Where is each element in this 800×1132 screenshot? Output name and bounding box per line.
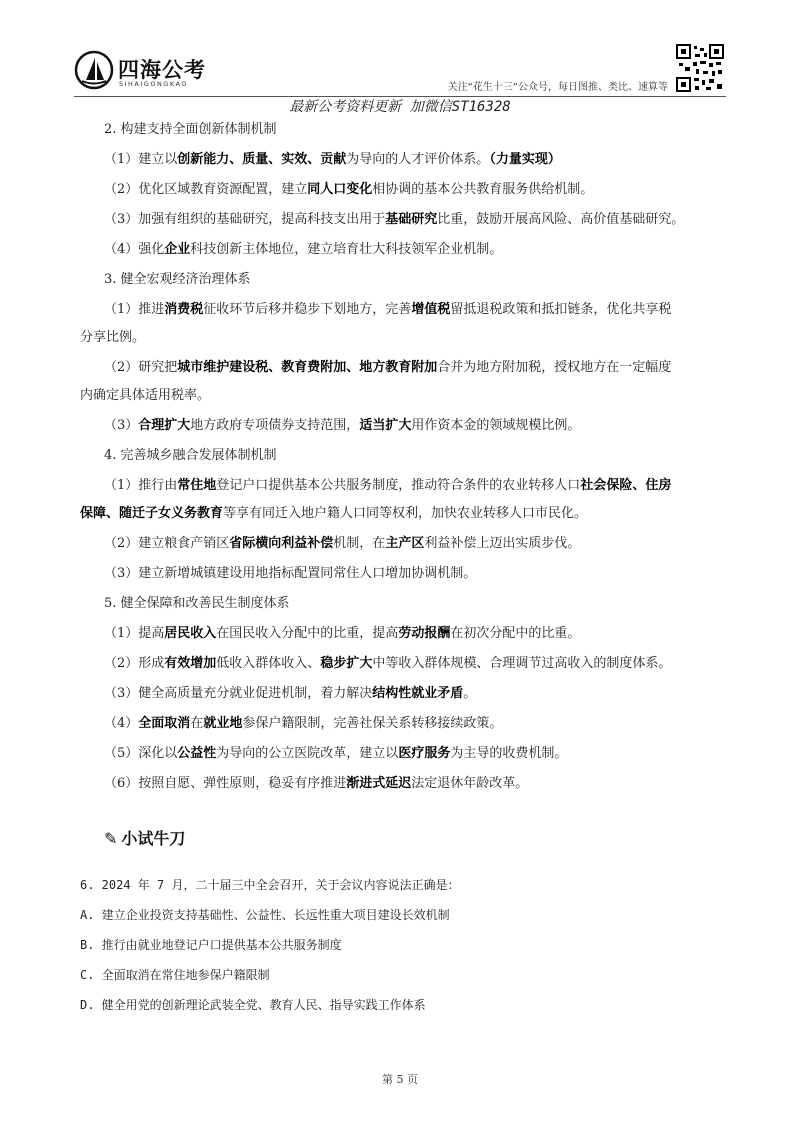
quiz-question: 6. 2024 年 7 月，二十届三中全会召开，关于会议内容说法正确是： xyxy=(80,878,460,892)
paragraph-line: （3）健全高质量充分就业促进机制，着力解决结构性就业矛盾。 xyxy=(104,686,477,701)
section-heading: 2. 构建支持全面创新体制机制 xyxy=(104,122,277,137)
paragraph-line: （2）形成有效增加低收入群体收入、稳步扩大中等收入群体规模、合理调节过高收入的制度体系。 xyxy=(104,656,672,671)
quiz-option-d: D. 健全用党的创新理论武装全党、教育人民、指导实践工作体系 xyxy=(80,998,426,1012)
paragraph-line: （5）深化以公益性为导向的公立医院改革，建立以医疗服务为主导的收费机制。 xyxy=(104,746,568,761)
quiz-option-c: C. 全面取消在常住地参保户籍限制 xyxy=(80,968,270,982)
practice-title-text: 小试牛刀 xyxy=(121,829,186,848)
paragraph-line: （2）建立粮食产销区省际横向利益补偿机制，在主产区利益补偿上迈出实质步伐。 xyxy=(104,536,581,551)
logo-subtitle: SIHAIGONGKAO xyxy=(119,80,188,88)
paragraph-line: （4）全面取消在就业地参保户籍限制，完善社保关系转移接续政策。 xyxy=(104,716,503,731)
paragraph-line: （1）提高居民收入在国民收入分配中的比重，提高劳动报酬在初次分配中的比重。 xyxy=(104,626,581,641)
quiz-option-b: B. 推行由就业地登记户口提供基本公共服务制度 xyxy=(80,938,342,952)
paragraph-line: 分享比例。 xyxy=(80,330,146,345)
header-note: 关注“花生十三”公众号，每日图推、类比、速算等 xyxy=(447,82,668,93)
paragraph-line: （2）研究把城市维护建设税、教育费附加、地方教育附加合并为地方附加税，授权地方在一定幅度 xyxy=(104,360,672,375)
section-heading: 4. 完善城乡融合发展体制机制 xyxy=(104,448,277,463)
page-number: 第 5 页 xyxy=(382,1073,418,1086)
paragraph-line: （2）优化区域教育资源配置，建立同人口变化相协调的基本公共教育服务供给机制。 xyxy=(104,182,594,197)
paragraph-line: （6）按照自愿、弹性原则，稳妥有序推进渐进式延迟法定退休年龄改革。 xyxy=(104,776,529,791)
paragraph-line: （3）加强有组织的基础研究，提高科技支出用于基础研究比重，鼓励开展高风险、高价值基础研究。 xyxy=(104,212,685,227)
paragraph-line: （1）建立以创新能力、质量、实效、贡献为导向的人才评价体系。（力量实现） xyxy=(104,152,561,167)
paragraph-line: （1）推进消费税征收环节后移并稳步下划地方，完善增值税留抵退税政策和抵扣链条，优化共享税 xyxy=(104,302,672,317)
practice-section-title xyxy=(104,826,185,849)
section-heading: 5. 健全保障和改善民生制度体系 xyxy=(104,596,290,611)
paragraph-line: （1）推行由常住地登记户口提供基本公共服务制度，推动符合条件的农业转移人口社会保险、住房 xyxy=(104,478,672,493)
paragraph-line: 保障、随迁子女义务教育等享有同迁入地户籍人口同等权利，加快农业转移人口市民化。 xyxy=(80,506,588,521)
logo-text: 四海公考 xyxy=(118,58,206,82)
paragraph-line: （3）建立新增城镇建设用地指标配置同常住人口增加协调机制。 xyxy=(104,566,477,581)
section-heading: 3. 健全宏观经济治理体系 xyxy=(104,272,251,287)
paragraph-line: （3）合理扩大地方政府专项债券支持范围，适当扩大用作资本金的领域规模比例。 xyxy=(104,418,581,433)
qr-code-icon xyxy=(676,44,724,92)
paragraph-line: （4）强化企业科技创新主体地位，建立培育壮大科技领军企业机制。 xyxy=(104,242,503,257)
quiz-option-a: A. 建立企业投资支持基础性、公益性、长远性重大项目建设长效机制 xyxy=(80,908,450,922)
pencil-icon: ✎ xyxy=(104,829,118,848)
page-header xyxy=(0,0,800,100)
watermark-text: 最新公考资料更新 加微信ST16328 xyxy=(289,99,511,115)
logo-sail-icon xyxy=(74,50,114,90)
paragraph-line: 内确定具体适用税率。 xyxy=(80,388,211,403)
